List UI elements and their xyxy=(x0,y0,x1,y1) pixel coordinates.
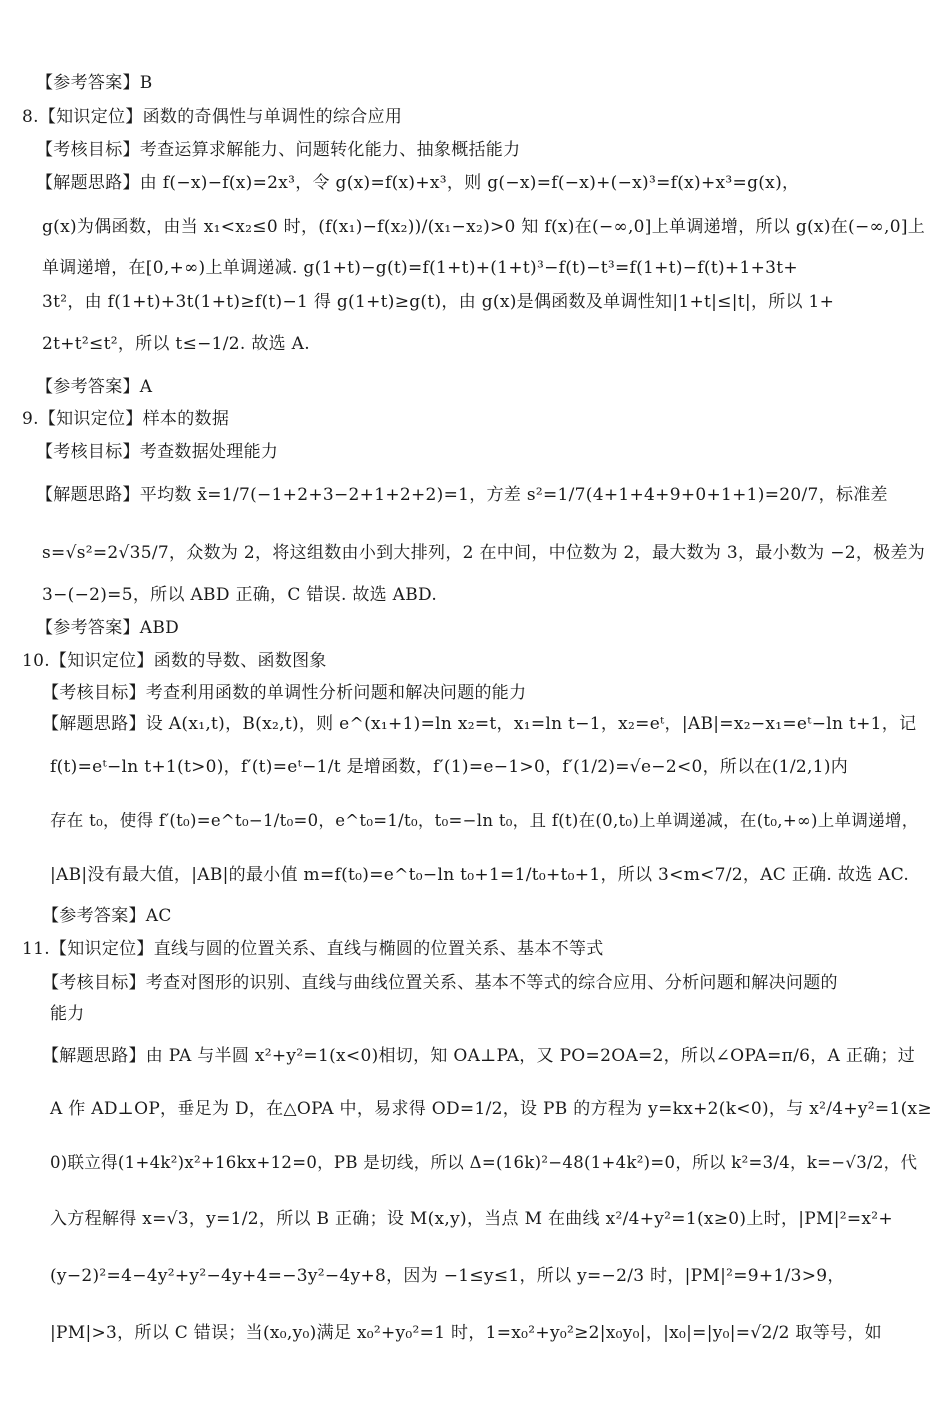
text-line: 【考核目标】考查数据处理能力 xyxy=(36,442,279,462)
text-line: 单调递增，在[0,+∞)上单调递减. g(1+t)−g(t)=f(1+t)+(1+t)³−f(t)−t³=f(1+t)−f(t)+1+3t+ xyxy=(42,258,798,278)
text-line: f(t)=eᵗ−ln t+1(t>0)，f′(t)=eᵗ−1/t 是增函数，f′(1)=e−1>0，f′(1/2)=√e−2<0，所以在(1/2,1)内 xyxy=(50,757,849,777)
text-line: 【考核目标】考查对图形的识别、直线与曲线位置关系、基本不等式的综合应用、分析问题和解决问题的 xyxy=(42,973,838,993)
text-line: 【解题思路】设 A(x₁,t)，B(x₂,t)，则 e^(x₁+1)=ln x₂=t，x₁=ln t−1，x₂=eᵗ，|AB|=x₂−x₁=eᵗ−ln t+1，记 xyxy=(42,714,917,734)
text-line: |AB|没有最大值，|AB|的最小值 m=f(t₀)=e^t₀−ln t₀+1=1/t₀+t₀+1，所以 3<m<7/2，AC 正确. 故选 AC. xyxy=(50,865,910,885)
text-line: 【考核目标】考查利用函数的单调性分析问题和解决问题的能力 xyxy=(42,683,527,703)
text-line: 8.【知识定位】函数的奇偶性与单调性的综合应用 xyxy=(22,107,403,127)
text-line: 能力 xyxy=(50,1004,85,1024)
text-line: 3t²，由 f(1+t)+3t(1+t)≥f(t)−1 得 g(1+t)≥g(t)，由 g(x)是偶函数及单调性知|1+t|≤|t|，所以 1+ xyxy=(42,292,835,312)
text-line: 存在 t₀，使得 f′(t₀)=e^t₀−1/t₀=0，e^t₀=1/t₀，t₀=−ln t₀，且 f(t)在(0,t₀)上单调递减，在(t₀,+∞)上单调递增， xyxy=(50,811,919,830)
text-line: 【参考答案】ABD xyxy=(36,618,180,638)
text-line: 入方程解得 x=√3，y=1/2，所以 B 正确；设 M(x,y)，当点 M 在曲线 x²/4+y²=1(x≥0)上时，|PM|²=x²+ xyxy=(50,1209,893,1229)
text-line: 3−(−2)=5，所以 ABD 正确，C 错误. 故选 ABD. xyxy=(42,585,438,605)
text-line: |PM|>3，所以 C 错误；当(x₀,y₀)满足 x₀²+y₀²=1 时，1=x₀²+y₀²≥2|x₀y₀|，|x₀|=|y₀|=√2/2 取等号，如 xyxy=(50,1323,882,1343)
text-line: A 作 AD⊥OP，垂足为 D，在△OPA 中，易求得 OD=1/2，设 PB 的方程为 y=kx+2(k<0)，与 x²/4+y²=1(x≥ xyxy=(50,1099,932,1119)
text-line: 【参考答案】AC xyxy=(42,906,172,926)
text-line: (y−2)²=4−4y²+y²−4y+4=−3y²−4y+8，因为 −1≤y≤1，所以 y=−2/3 时，|PM|²=9+1/3>9， xyxy=(50,1266,845,1286)
text-line: 10.【知识定位】函数的导数、函数图象 xyxy=(22,651,327,671)
text-line: 【解题思路】由 PA 与半圆 x²+y²=1(x<0)相切，知 OA⊥PA，又 PO=2OA=2，所以∠OPA=π/6，A 正确；过 xyxy=(42,1046,916,1066)
text-line: 11.【知识定位】直线与圆的位置关系、直线与椭圆的位置关系、基本不等式 xyxy=(22,939,604,959)
text-line: 【考核目标】考查运算求解能力、问题转化能力、抽象概括能力 xyxy=(36,140,521,160)
text-line: g(x)为偶函数，由当 x₁<x₂≤0 时，(f(x₁)−f(x₂))/(x₁−x₂)>0 知 f(x)在(−∞,0]上单调递增，所以 g(x)在(−∞,0]上 xyxy=(42,217,926,237)
text-line: 【解题思路】由 f(−x)−f(x)=2x³，令 g(x)=f(x)+x³，则 g(−x)=f(−x)+(−x)³=f(x)+x³=g(x)， xyxy=(36,173,800,193)
text-line: 0)联立得(1+4k²)x²+16kx+12=0，PB 是切线，所以 Δ=(16k)²−48(1+4k²)=0，所以 k²=3/4，k=−√3/2，代 xyxy=(50,1153,918,1172)
text-line: 【参考答案】A xyxy=(36,377,153,397)
text-line: 【解题思路】平均数 x̄=1/7(−1+2+3−2+1+2+2)=1，方差 s²=1/7(4+1+4+9+0+1+1)=20/7，标准差 xyxy=(36,485,888,505)
text-line: 【参考答案】B xyxy=(36,73,153,93)
text-line: s=√s²=2√35/7，众数为 2，将这组数由小到大排列，2 在中间，中位数为 2，最大数为 3，最小数为 −2，极差为 xyxy=(42,543,926,563)
text-line: 2t+t²≤t²，所以 t≤−1/2. 故选 A. xyxy=(42,334,310,354)
text-line: 9.【知识定位】样本的数据 xyxy=(22,409,230,429)
